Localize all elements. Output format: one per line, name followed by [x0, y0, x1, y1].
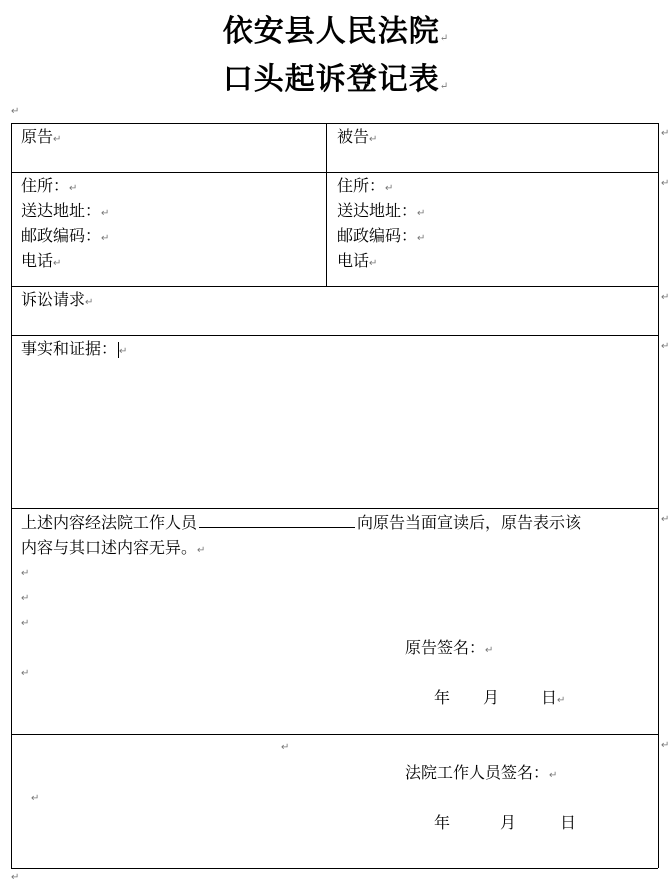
row-mark: ↵: [661, 292, 670, 303]
paragraph-mark: ↵: [31, 793, 40, 804]
table-border-left: [11, 123, 12, 868]
table-rule: [11, 286, 658, 287]
page-title-line2: 口头起诉登记表↵: [222, 62, 450, 97]
plaintiff-address-field[interactable]: 住所：↵: [21, 176, 78, 195]
table-rule: [11, 172, 658, 173]
table-rule: [11, 734, 658, 735]
plaintiff-postcode-field[interactable]: 邮政编码：↵: [21, 226, 110, 245]
plaintiff-label: 原告↵: [21, 127, 62, 146]
paragraph-mark: ↵: [11, 872, 20, 883]
confirmation-statement-line2: 内容与其口述内容无异。↵: [21, 538, 206, 557]
defendant-address-field[interactable]: 住所：↵: [337, 176, 394, 195]
row-mark: ↵: [661, 514, 670, 525]
plaintiff-signature-label[interactable]: 原告签名：↵: [405, 638, 494, 657]
defendant-label: 被告↵: [337, 127, 378, 146]
plaintiff-date-month: 月: [483, 688, 500, 707]
table-border-top: [11, 123, 658, 124]
staff-signature-label[interactable]: 法院工作人员签名：↵: [405, 763, 558, 782]
page-title-line1: 依安县人民法院↵: [222, 14, 450, 49]
plaintiff-delivery-address-field[interactable]: 送达地址：↵: [21, 201, 110, 220]
paragraph-mark: ↵: [11, 106, 20, 117]
confirmation-statement: 上述内容经法院工作人员 向原告当面宣读后，原告表示该: [21, 509, 581, 535]
paragraph-mark: ↵: [21, 593, 30, 604]
paragraph-mark: ↵: [21, 568, 30, 579]
plaintiff-date-day: 日↵: [541, 688, 566, 707]
defendant-delivery-address-field[interactable]: 送达地址：↵: [337, 201, 426, 220]
row-mark: ↵: [661, 178, 670, 189]
defendant-phone-field[interactable]: 电话↵: [337, 251, 378, 270]
staff-date-day: 日: [560, 813, 577, 832]
row-mark: ↵: [661, 341, 670, 352]
table-border-bottom: [11, 868, 658, 869]
row-mark: ↵: [661, 128, 670, 139]
staff-date-month: 月: [500, 813, 517, 832]
facts-field[interactable]: 事实和证据： ↵: [21, 339, 128, 358]
claims-field[interactable]: 诉讼请求↵: [21, 290, 94, 309]
plaintiff-date-year: 年: [434, 688, 451, 707]
staff-date-year: 年: [434, 813, 451, 832]
table-border-right: [658, 123, 659, 868]
paragraph-mark: ↵: [281, 742, 290, 753]
plaintiff-phone-field[interactable]: 电话↵: [21, 251, 62, 270]
defendant-postcode-field[interactable]: 邮政编码：↵: [337, 226, 426, 245]
paragraph-mark: ↵: [21, 668, 30, 679]
paragraph-mark: ↵: [21, 618, 30, 629]
table-column-divider: [326, 123, 327, 286]
row-mark: ↵: [661, 740, 670, 751]
staff-name-blank[interactable]: [199, 509, 355, 528]
